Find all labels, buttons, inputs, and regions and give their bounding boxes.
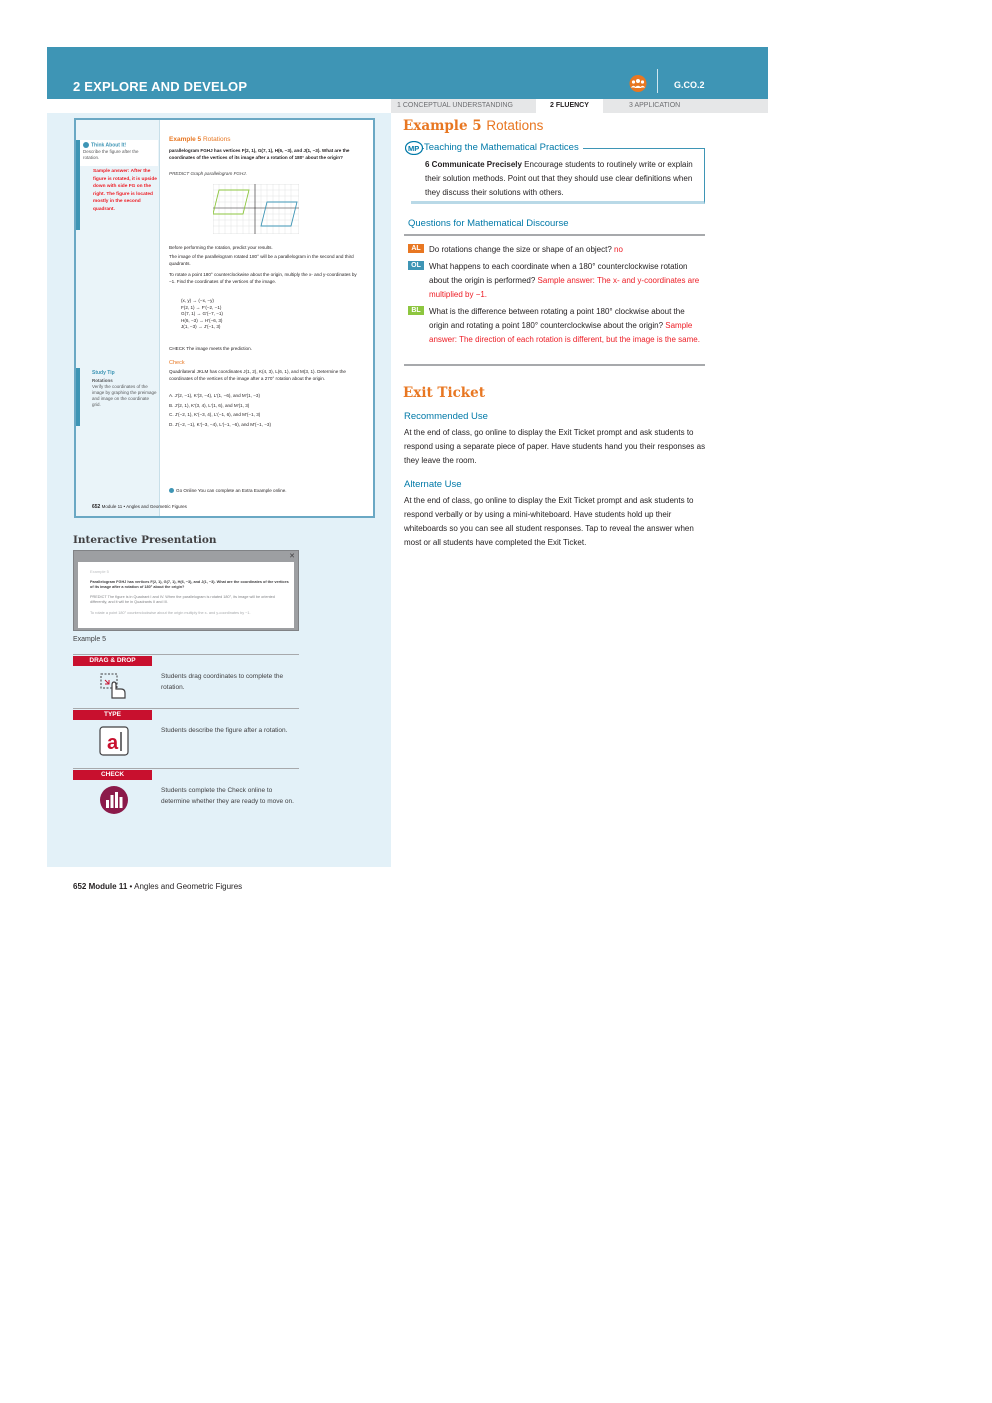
feature-rule (73, 654, 299, 655)
page-number: 652 (73, 882, 87, 891)
feature-text: Students describe the figure after a rotation. (161, 727, 288, 734)
interactive-presentation-title: Interactive Presentation (73, 534, 217, 546)
book-prediction-text: The image of the parallelogram rotated 180° will be a parallelogram in the second and third quadrants. (169, 254, 354, 266)
mp-heading: Teaching the Mathematical Practices (424, 142, 583, 153)
step-line: F(2, 1) → F′(−2, −1) (181, 304, 222, 310)
think-about-it-answer: Sample answer: After the figure is rotated, it is upside down with side FG on the right. The figure is located mostly in the second quadrant. (93, 169, 157, 212)
book-check-options (169, 393, 359, 428)
question-answer: no (614, 245, 623, 254)
svg-text:a: a (107, 732, 119, 754)
screen-problem: Parallelogram FGHJ has vertices F(2, 1), G(7, 1), H(6, −3), and J(1, −3). What are the coordinates of the vertices of its image after a rotation of 180° about the origin? (90, 580, 289, 589)
drag-drop-hand-icon (99, 670, 129, 700)
check-option-a: A. J′(2, −1), K′(3, −4), L′(1, −6), and M′(1, −3) (169, 393, 261, 398)
footer-title: Angles and Geometric Figures (134, 882, 243, 891)
feature-text: Students drag coordinates to complete the rotation. (161, 673, 284, 691)
level-badge-bl: BL (408, 306, 424, 315)
level-bar (391, 99, 768, 113)
level-tab-application: 3 APPLICATION (629, 102, 681, 109)
mp-body: 6 Communicate Precisely Encourage students to routinely write or explain their solution methods. Point out that they should use clear definitions when they discuss their solutions with others. (425, 160, 693, 197)
book-example-problem: parallelogram FGHJ has vertices F(2, 1), G(7, 1), H(6, −3), and J(1, −3). What are the coordinates of the vertices of its image after a rotation of 180° about the origin? (169, 148, 350, 160)
type-cursor-icon (99, 726, 129, 756)
discourse-question-ol (408, 260, 705, 304)
book-method-text: To rotate a point 180° counterclockwise about the origin, multiply the x- and y-coordinates by −1. Find the coordinates of the vertices of the image. (169, 272, 357, 284)
think-about-it-title: Think About It! (83, 142, 155, 148)
level-badge-ol: OL (408, 261, 424, 270)
screen-method: To rotate a point 180° counterclockwise about the origin multiply the x- and y-coordinates by −1. (90, 611, 251, 615)
level-badge-al: AL (408, 244, 424, 253)
lightbulb-icon (83, 142, 89, 148)
svg-text:MP: MP (408, 144, 420, 153)
bar-chart-check-icon (99, 785, 129, 815)
level-tab-conceptual: 1 CONCEPTUAL UNDERSTANDING (397, 102, 513, 109)
interactive-screen-preview[interactable] (73, 550, 299, 631)
header-divider (657, 69, 658, 93)
feature-tag: TYPE (73, 710, 152, 720)
book-check-title: Check (169, 360, 185, 366)
question-text: What is the difference between rotating a point 180° clockwise about the origin and rotating a point 180° counterclockwise about the origin? Sample answer: The direction of each rotation is different, but the image is the same. (429, 307, 700, 344)
book-check-problem: Quadrilateral JKLM has coordinates J(1, 2), K(4, 3), L(6, 1), and M(3, 1). Determine the coordinates of the vertices of the image after a 270° rotation about the origin. (169, 369, 346, 381)
alternate-use-heading: Alternate Use (404, 479, 462, 490)
book-go-online: Go Online You can complete an Extra Example online. (169, 488, 359, 495)
coordinate-grid-graph (213, 184, 299, 234)
discourse-top-rule (404, 234, 705, 236)
exit-ticket-title: Exit Ticket (403, 385, 485, 401)
step-line: H(6, −3) → H′(−6, 3) (181, 317, 223, 323)
feature-drag-drop (73, 654, 299, 704)
study-tip-title: Study Tip (92, 370, 115, 376)
feature-rule (73, 708, 299, 709)
check-option-b: B. J′(2, 1), K′(3, 4), L′(1, 6), and M′(1, 3) (169, 402, 250, 408)
feature-tag: DRAG & DROP (73, 656, 152, 666)
interactive-caption: Example 5 (73, 636, 107, 643)
check-option-d: D. J′(−2, −1), K′(−3, −4), L′(−1, −6), and M′(−1, −3) (169, 421, 272, 427)
student-page-thumbnail (74, 118, 375, 518)
page-footer (73, 882, 242, 891)
book-check-result: CHECK The image meets the prediction. (169, 346, 252, 351)
discourse-question-bl (408, 305, 705, 363)
mp-badge-icon (405, 141, 423, 155)
check-option-c: C. J′(−2, 1), K′(−3, 4), L′(−1, 6), and M′(−1, 3) (169, 412, 261, 418)
question-text: Do rotations change the size or shape of an object? no (429, 245, 623, 254)
example-title: Example 5 Rotations (403, 118, 544, 134)
interactive-screen-content (78, 562, 294, 628)
alternate-use-text: At the end of class, go online to display the Exit Ticket prompt and ask students to respond verbally or by using a mini-whiteboard. Have students hold up their whiteboards so you can see all student responses. Tap to reveal the answer when most or all students have completed the Exit Ticket. (404, 496, 694, 547)
group-people-icon (628, 75, 648, 92)
standard-code: G.CO.2 (674, 80, 705, 90)
discourse-bottom-rule (404, 364, 705, 366)
feature-text: Students complete the Check online to determine whether they are ready to move on. (161, 787, 294, 805)
study-tip-box (92, 370, 158, 408)
recommended-use-heading: Recommended Use (404, 411, 488, 422)
book-before-text: Before performing the rotation, predict your results. (169, 245, 273, 250)
footer-module: Module 11 (88, 882, 128, 891)
book-rotation-steps (181, 298, 281, 331)
accent-bar (76, 368, 80, 426)
study-tip-text: Verify the coordinates of the image by graphing the preimage and image on the coordinate grid. (92, 384, 157, 407)
think-about-it-box (80, 140, 158, 166)
student-page-sidebar (76, 120, 160, 516)
section-title: 2 EXPLORE AND DEVELOP (73, 79, 248, 94)
level-tab-fluency: 2 FLUENCY (536, 99, 603, 113)
go-online-icon (169, 488, 174, 493)
discourse-question-al (408, 243, 705, 259)
feature-check (73, 768, 299, 828)
think-about-it-prompt: Describe the figure after the rotation. (83, 149, 139, 161)
feature-rule (73, 768, 299, 769)
discourse-heading: Questions for Mathematical Discourse (408, 218, 569, 229)
close-icon[interactable]: ✕ (289, 553, 295, 560)
step-line: G(7, 1) → G′(−7, −1) (181, 311, 223, 317)
question-answer: Sample answer: The x- and y-coordinates are multiplied by −1. (429, 276, 700, 299)
feature-type (73, 708, 299, 762)
step-line: (x, y) → (−x, −y) (181, 298, 214, 303)
question-text: What happens to each coordinate when a 180° counterclockwise rotation about the origin is performed? Sample answer: The x- and y-coordinates are multiplied by −1. (429, 262, 700, 299)
section-header (47, 47, 768, 99)
recommended-use-text: At the end of class, go online to display the Exit Ticket prompt and ask students to respond using a separate piece of paper. Have students hand you their responses as they leave the room. (404, 428, 706, 465)
step-line: J(1, −3) → J′(−1, 3) (181, 324, 221, 330)
footer-separator: • (129, 882, 133, 891)
screen-label: Example 5 (90, 569, 109, 574)
book-page-footer: 652 Module 11 • Angles and Geometric Figures (92, 504, 187, 510)
screen-predict: PREDICT The figure is in Quadrant I and IV. When the parallelogram is rotated 180°, its image will be oriented differently, and it will be in Quadrants II and III. (90, 595, 275, 604)
study-tip-subtitle: Rotations (92, 378, 113, 383)
question-answer: Sample answer: The direction of each rotation is different, but the image is the same. (429, 321, 700, 344)
book-example-title: Example 5 Rotations (169, 136, 231, 143)
book-example-predict: PREDICT Graph parallelogram FGHJ. (169, 171, 247, 176)
feature-tag: CHECK (73, 770, 152, 780)
